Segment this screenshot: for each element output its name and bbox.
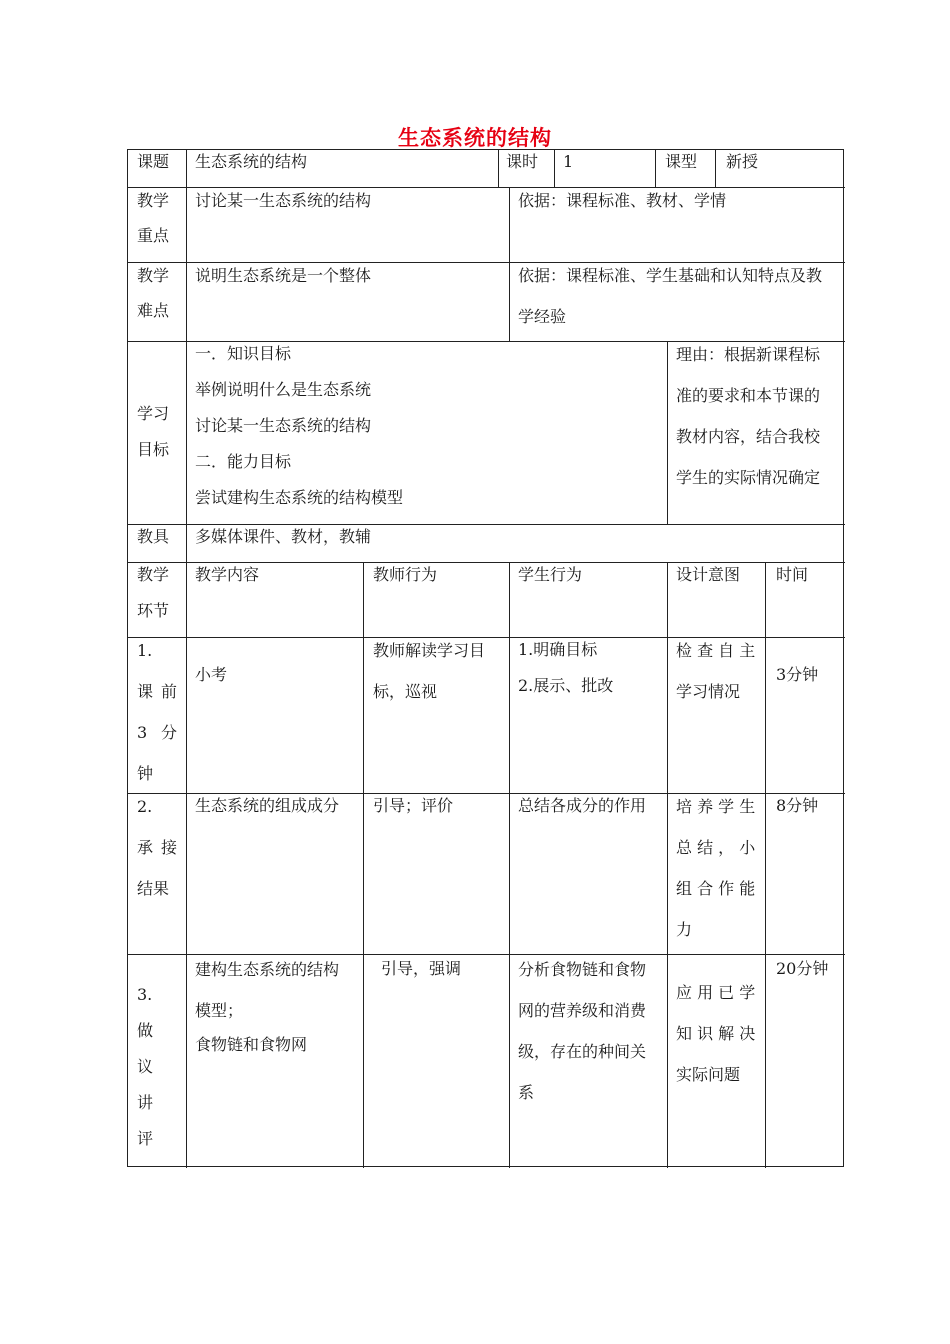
focus-content: 讨论某一生态系统的结构 [195,191,372,210]
student-line: 1.明确目标 [518,640,598,659]
student-line: 网的营养级和消费 [518,1001,647,1020]
difficulty-label-line: 难点 [137,301,170,320]
row3-teacher: 引导，强调 [381,959,462,978]
column-divider [765,562,766,1168]
design-line: 实际问题 [676,1065,741,1084]
difficulty-label [137,266,169,321]
stage-line: 结果 [137,879,170,898]
column-divider [655,150,656,187]
focus-label-line: 教学 [137,191,170,210]
row1-stage [137,630,177,794]
student-line: 分析食物链和食物 [518,960,647,979]
row2-design [676,786,755,950]
column-divider [186,150,187,1168]
stage-line: 讲 [137,1093,154,1112]
goal-line: 尝试建构生态系统的结构模型 [195,488,404,507]
design-line: 培 养 学 生 [676,797,756,816]
goals-label [137,404,169,460]
student-line: 系 [518,1083,535,1102]
row3-stage [137,977,153,1157]
stage-line: 3. [137,985,153,1004]
period-value: 1 [563,152,574,171]
row3-student [518,949,646,1113]
stage-line: 承 接 [137,838,177,857]
row1-design [676,630,755,712]
focus-label [137,191,169,246]
stage-line: 评 [137,1129,154,1148]
type-label: 课型 [665,152,698,171]
focus-basis: 依据：课程标准、教材、学情 [518,191,727,210]
column-divider [509,187,510,341]
design-line: 总 结 ， 小 [676,838,756,857]
col-stage-line: 教学 [137,565,170,584]
row3-time: 20分钟 [776,959,829,978]
row1-student [518,632,613,704]
column-divider [715,150,716,187]
row-divider [128,187,845,188]
period-label: 课时 [506,152,539,171]
teacher-line: 教师解读学习目 [373,641,486,660]
difficulty-content: 说明生态系统是一个整体 [195,266,372,285]
goals-list [195,336,403,516]
teacher-line: 标，巡视 [373,682,438,701]
row2-stage [137,786,177,909]
reason-line: 教材内容，结合我校 [676,427,821,446]
col-stage-line: 环节 [137,601,170,620]
column-divider [498,150,499,187]
goal-line: 二．能力目标 [195,452,292,471]
column-divider [363,562,364,1168]
goals-reason [676,334,820,498]
stage-line: 3 分 [137,723,177,742]
row1-time: 3分钟 [776,665,819,684]
type-value: 新授 [726,152,759,171]
focus-label-line: 重点 [137,226,170,245]
difficulty-basis-line: 学经验 [518,307,567,326]
stage-line: 议 [137,1057,154,1076]
page-title: 生态系统的结构 [398,126,552,150]
col-time-header: 时间 [776,565,809,584]
column-divider [554,150,555,187]
content-line: 模型； [195,1001,244,1020]
design-line: 知 识 解 决 [676,1024,756,1043]
topic-value: 生态系统的结构 [195,152,308,171]
row2-student: 总结各成分的作用 [518,796,647,815]
stage-line: 1. [137,641,153,660]
col-design-header: 设计意图 [676,565,741,584]
reason-line: 理由：根据新课程标 [676,345,821,364]
difficulty-basis [518,266,822,327]
row1-teacher [373,630,485,712]
stage-line: 钟 [137,764,154,783]
row2-time: 8分钟 [776,796,819,815]
column-divider [667,341,668,524]
col-student-header: 学生行为 [518,565,583,584]
difficulty-basis-line: 依据：课程标准、学生基础和认知特点及教 [518,266,823,285]
tools-value: 多媒体课件、教材，教辅 [195,527,372,546]
row1-content: 小考 [195,665,228,684]
tools-label: 教具 [137,527,170,546]
row-divider [128,262,845,263]
design-line: 检 查 自 主 [676,641,756,660]
topic-label: 课题 [137,152,170,171]
reason-line: 准的要求和本节课的 [676,386,821,405]
stage-line: 2. [137,797,153,816]
column-divider [667,562,668,1168]
student-line: 级，存在的种间关 [518,1042,647,1061]
row-divider [128,562,845,563]
stage-line: 做 [137,1021,154,1040]
col-content-header: 教学内容 [195,565,260,584]
col-stage-header [137,565,169,621]
design-line: 应 用 已 学 [676,983,756,1002]
stage-line: 课 前 [137,682,177,701]
student-line: 2.展示、批改 [518,676,614,695]
row3-content [195,949,339,1031]
goal-line: 举例说明什么是生态系统 [195,380,372,399]
design-line: 力 [676,920,693,939]
row3-content-extra: 食物链和食物网 [195,1035,308,1054]
goal-line: 一．知识目标 [195,344,292,363]
row2-content: 生态系统的组成成分 [195,796,340,815]
goals-label-line: 学习 [137,404,170,423]
row2-teacher: 引导；评价 [373,796,454,815]
content-line: 建构生态系统的结构 [195,960,340,979]
design-line: 组 合 作 能 [676,879,756,898]
reason-line: 学生的实际情况确定 [676,468,821,487]
row3-design [676,972,755,1095]
difficulty-label-line: 教学 [137,266,170,285]
row-divider [128,524,845,525]
column-divider [509,562,510,1168]
goals-label-line: 目标 [137,440,170,459]
goal-line: 讨论某一生态系统的结构 [195,416,372,435]
design-line: 学习情况 [676,682,741,701]
col-teacher-header: 教师行为 [373,565,438,584]
